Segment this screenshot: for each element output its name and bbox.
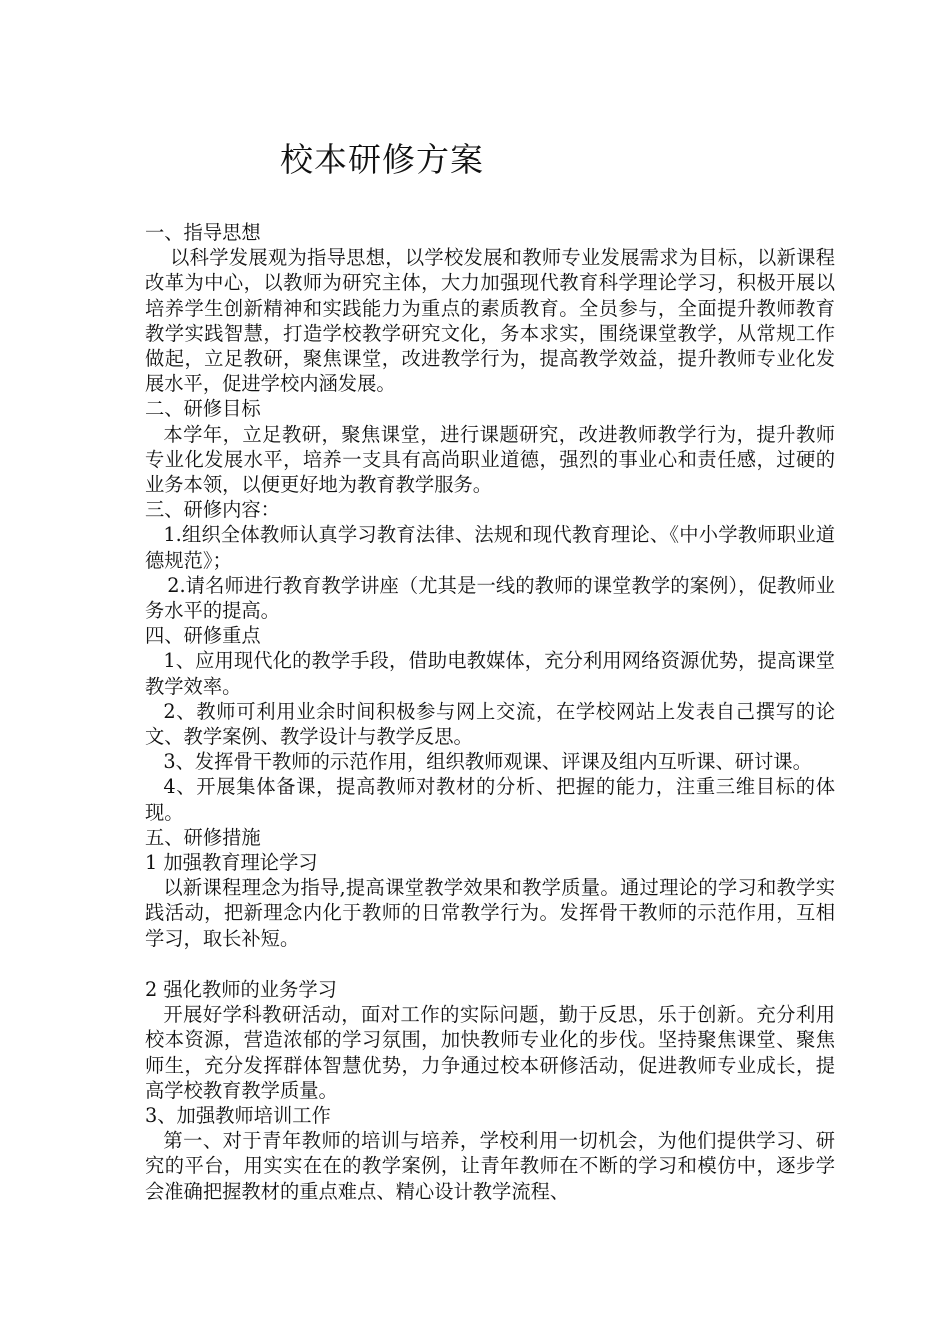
section-heading-goals: 二、研修目标 (145, 397, 261, 421)
subheading-business-study: 2 强化教师的业务学习 (145, 977, 337, 1001)
paragraph-gap (145, 951, 835, 977)
section-heading-content: 三、研修内容： (145, 498, 280, 522)
section-heading-focus: 四、研修重点 (145, 624, 261, 648)
paragraph-theory-study: 以新课程理念为指导,提高课堂教学效果和教学质量。通过理论的学习和教学实践活动，把新理念内化于教师的日常教学行为。发挥骨干教师的示范作用，互相学习，取长补短。 (145, 876, 835, 950)
paragraph-goals: 本学年，立足教研，聚焦课堂，进行课题研究，改进教师教学行为，提升教师专业化发展水平，培养一支具有高尚职业道德，强烈的事业心和责任感，过硬的业务本领，以便更好地为教育教学服务。 (145, 422, 835, 497)
section-heading-measures: 五、研修措施 (145, 825, 261, 849)
paragraph-focus-3: 3、发挥骨干教师的示范作用，组织教师观课、评课及组内互听课、研讨课。 (163, 750, 812, 774)
document-page (145, 120, 835, 1204)
section-heading-guiding-thought: 一、指导思想 (145, 221, 261, 244)
paragraph-focus-1: 1、应用现代化的教学手段，借助电教媒体，充分利用网络资源优势，提高课堂教学效率。 (145, 649, 835, 698)
document-title: 校本研修方案 (280, 140, 484, 179)
paragraph-guiding-thought: 以科学发展观为指导思想，以学校发展和教师专业发展需求为目标，以新课程改革为中心，以教师为研究主体，大力加强现代教育科学理论学习，积极开展以培养学生创新精神和实践能力为重点的素质教育。全员参与，全面提升教师教育教学实践智慧，打造学校教学研究文化，务本求实，围绕课堂教学，从常规工作做起，立足教研，聚焦课堂，改进教学行为，提高教学效益，提升教师专业化发展水平，促进学校内涵发展。 (145, 246, 835, 396)
paragraph-business-study: 开展好学科教研活动，面对工作的实际问题，勤于反思，乐于创新。充分利用校本资源，营造浓郁的学习氛围，加快教师专业化的步伐。坚持聚焦课堂、聚焦师生，充分发挥群体智慧优势，力争通过校本研修活动，促进教师专业成长，提高学校教育教学质量。 (145, 1003, 835, 1102)
paragraph-focus-4: 4、开展集体备课，提高教师对教材的分析、把握的能力，注重三维目标的体现。 (145, 775, 835, 824)
paragraph-teacher-training: 第一、对于青年教师的培训与培养，学校利用一切机会，为他们提供学习、研究的平台，用实实在在的教学案例，让青年教师在不断的学习和模仿中，逐步学会准确把握教材的重点难点、精心设计教学流程、 (145, 1129, 835, 1203)
subheading-teacher-training: 3、加强教师培训工作 (145, 1103, 331, 1127)
paragraph-content-2: 2.请名师进行教育教学讲座（尤其是一线的教师的课堂教学的案例），促教师业务水平的提高。 (145, 573, 835, 623)
paragraph-content-1: 1.组织全体教师认真学习教育法律、法规和现代教育理论、《中小学教师职业道德规范》； (145, 523, 835, 572)
subheading-theory-study: 1 加强教育理论学习 (145, 851, 318, 875)
paragraph-focus-2: 2、教师可利用业余时间积极参与网上交流，在学校网站上发表自己撰写的论文、教学案例、教学设计与教学反思。 (145, 699, 835, 749)
